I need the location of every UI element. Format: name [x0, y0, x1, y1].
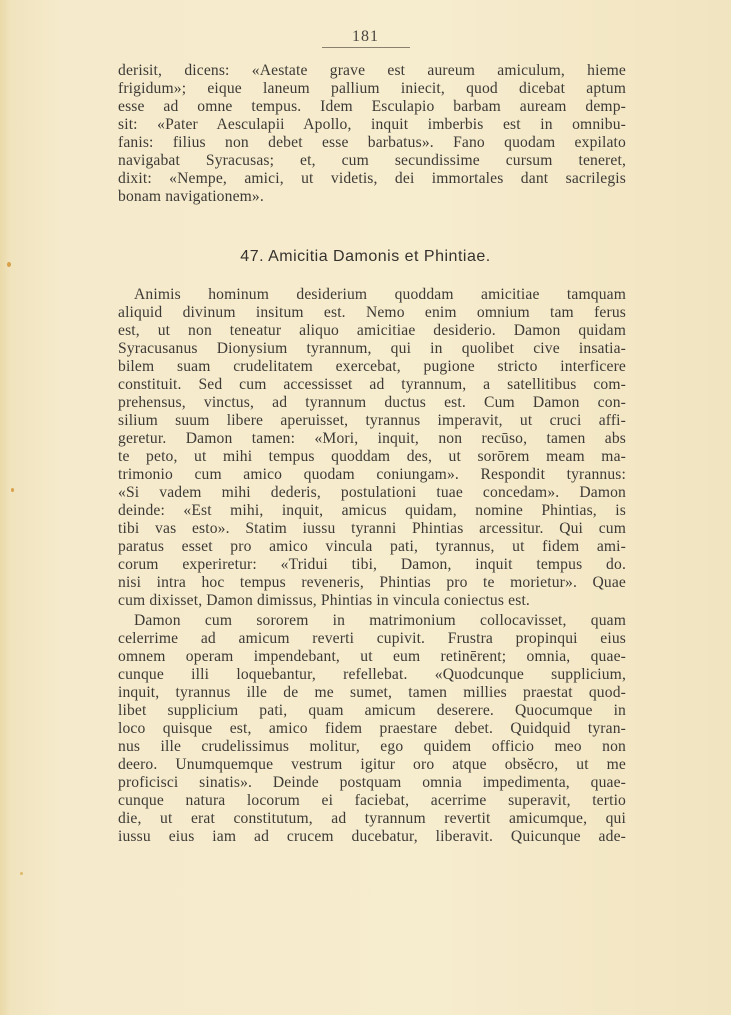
text-line: cunque illi loquebantur, refellebat. «Quodcunque supplicium, — [118, 666, 626, 683]
text-line: die, ut erat constitutum, ad tyrannum revertit amicumque, qui — [118, 810, 626, 827]
text-line: silium suum libere aperuisset, tyrannus imperavit, ut cruci affi- — [118, 412, 626, 429]
text-line: nus ille crudelissimus molitur, ego quidem officio meo non — [118, 738, 626, 755]
text-line: fanis: filius non debet esse barbatus». Fano quodam expilato — [118, 134, 626, 151]
page-number-rule — [322, 47, 410, 48]
page-number: 181 — [352, 28, 379, 45]
text-line: nisi intra hoc tempus reveneris, Phintias pro te morietur». Quae — [118, 574, 626, 591]
text-line: paratus esset pro amico vincula pati, tyrannus, ut fidem ami- — [118, 538, 626, 555]
text-line: constituit. Sed cum accessisset ad tyrannum, a satellitibus com- — [118, 376, 626, 393]
page-edge-shadow — [0, 0, 10, 1015]
text-line: deero. Unumquemque vestrum igitur oro atque obsĕcro, ut me — [118, 756, 626, 773]
text-line: aliquid divinum insitum est. Nemo enim omnium tam ferus — [118, 304, 626, 321]
text-line: libet supplicium pati, quam amicum deserere. Quocumque in — [118, 702, 626, 719]
text-line: derisit, dicens: «Aestate grave est aureum amiculum, hieme — [118, 62, 626, 79]
text-line: Animis hominum desiderium quoddam amicitiae tamquam — [134, 286, 626, 303]
text-line: bilem suam crudelitatem exercebat, pugione stricto interficere — [118, 358, 626, 375]
text-line: navigabat Syracusas; et, cum secundissime cursum teneret, — [118, 152, 626, 169]
text-line: iussu eius iam ad crucem ducebatur, liberavit. Quicunque ade- — [118, 828, 626, 845]
text-line: corum experiretur: «Tridui tibi, Damon, inquit tempus do. — [118, 556, 626, 573]
text-line: cum dixisset, Damon dimissus, Phintias in vincula coniectus est. — [118, 592, 530, 609]
foxing-speck — [7, 262, 11, 267]
foxing-speck — [20, 872, 23, 875]
text-line: deinde: «Est mihi, inquit, amicus quidam, nomine Phintias, is — [118, 502, 626, 519]
section-heading: 47. Amicitia Damonis et Phintiae. — [240, 248, 491, 265]
text-line: prehensus, vinctus, ad tyrannum ductus est. Cum Damon con- — [118, 394, 626, 411]
text-line: dixit: «Nempe, amici, ut videtis, dei immortales dant sacrilegis — [118, 170, 626, 187]
text-line: bonam navigationem». — [118, 188, 264, 205]
text-line: est, ut non teneatur aliquo amicitiae desiderio. Damon quidam — [118, 322, 626, 339]
text-line: Syracusanus Dionysium tyrannum, qui in quolibet cive insatia- — [118, 340, 626, 357]
text-line: loco quisque est, amico fidem praestare debet. Quidquid tyran- — [118, 720, 626, 737]
text-line: omnem operam impendebant, ut eum retinērent; omnia, quae- — [118, 648, 626, 665]
text-line: sit: «Pater Aesculapii Apollo, inquit imberbis est in omnibu- — [118, 116, 626, 133]
text-line: inquit, tyrannus ille de me sumet, tamen millies praestat quod- — [118, 684, 626, 701]
text-line: tibi vas esto». Statim iussu tyranni Phintias arcessitur. Qui cum — [118, 520, 626, 537]
text-line: frigidum»; eique laneum pallium iniecit, quod dicebat aptum — [118, 80, 626, 97]
text-line: trimonio cum amico quodam coniungam». Respondit tyrannus: — [118, 466, 626, 483]
text-line: celerrime ad amicum reverti cupivit. Frustra propinqui eius — [118, 630, 626, 647]
text-line: «Si vadem mihi dederis, postulationi tuae concedam». Damon — [118, 484, 626, 501]
text-line: Damon cum sororem in matrimonium collocavisset, quam — [134, 612, 626, 629]
foxing-speck — [11, 488, 14, 492]
text-line: proficisci sinatis». Deinde postquam omnia impedimenta, quae- — [118, 774, 626, 791]
text-line: geretur. Damon tamen: «Mori, inquit, non recūso, tamen abs — [118, 430, 626, 447]
text-line: esse ad omne tempus. Idem Esculapio barbam auream demp- — [118, 98, 626, 115]
text-line: te peto, ut mihi tempus quoddam des, ut sorōrem meam ma- — [118, 448, 626, 465]
text-line: cunque natura locorum ei faciebat, acerrime superavit, tertio — [118, 792, 626, 809]
